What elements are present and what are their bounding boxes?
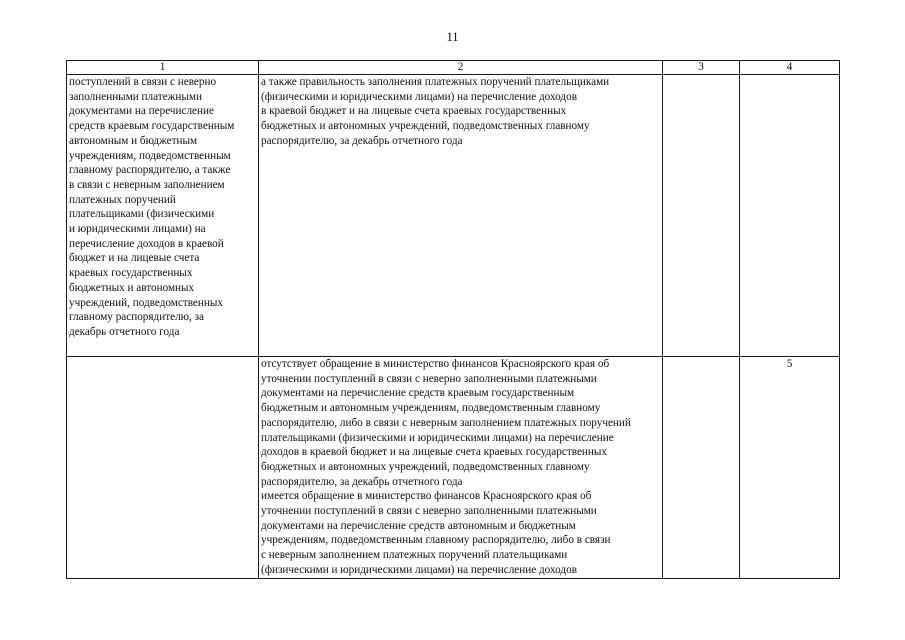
indicator-name-cell [67,357,259,579]
table-header-row [67,61,840,75]
column-header-4: 4 [740,61,840,75]
table-row [67,357,840,579]
criteria-description-cell: а также правильность заполнения платежных поручений плательщиками (физическими и юридическими лицами) на перечисление доходов в краевой бюджет и на лицевые счета краевых государственных бюджетных и автономных учреждений, подведомственных главному распорядителю, за декабрь отчетного года [259,75,663,357]
unit-cell [663,75,740,357]
table-row [67,75,840,357]
indicator-name-cell: поступлений в связи с неверно заполненными платежными документами на перечисление средств краевым государственным автономным и бюджетным учреждениям, подведомственным главному распорядителю, а также в связи с неверным заполнением платежных поручений плательщиками (физическими и юридическими лицами) на перечисление доходов в краевой бюджет и на лицевые счета краевых государственных бюджетных и автономных учреждений, подведомственных главному распорядителю, за декабрь отчетного года [67,75,259,357]
unit-cell [663,357,740,579]
column-header-3: 3 [663,61,740,75]
score-cell [740,75,840,357]
page-number: 11 [446,30,459,44]
column-header-1: 1 [67,61,259,75]
criteria-table [66,60,840,579]
score-cell: 5 [740,357,840,579]
column-header-2: 2 [259,61,663,75]
criteria-description-cell: отсутствует обращение в министерство финансов Красноярского края об уточнении поступлений в связи с неверно заполненными платежными документами на перечисление средств краевым государственным бюджетным и автономным учреждениям, подведомственным главному распорядителю, либо в связи с неверным заполнением платежных поручений плательщиками (физическими и юридическими лицами) на перечисление доходов в краевой бюджет и на лицевые счета краевых государственных бюджетных и автономных учреждений, подведомственных главному распорядителю, за декабрь отчетного года имеется обращение в министерство финансов Красноярского края об уточнении поступлений в связи с неверно заполненными платежными документами на перечисление средств автономным и бюджетным учреждениям, подведомственным главному распорядителю, либо в связи с неверным заполнением платежных поручений плательщиками (физическими и юридическими лицами) на перечисление доходов [259,357,663,579]
